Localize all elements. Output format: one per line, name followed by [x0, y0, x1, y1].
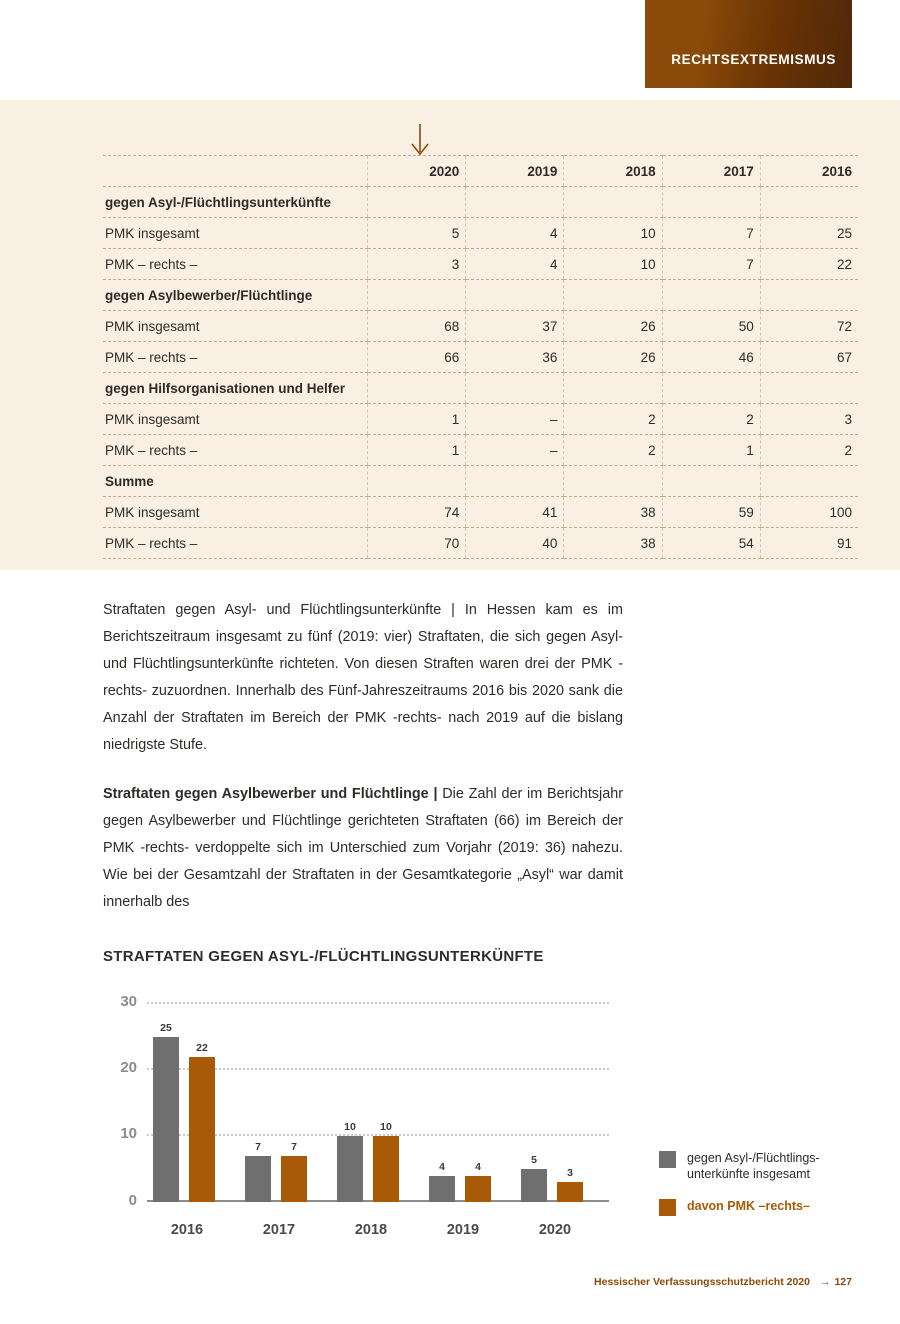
- chapter-title: RECHTSEXTREMISMUS: [671, 52, 836, 67]
- table-cell-value: 7: [662, 218, 760, 249]
- table-cell-value: [760, 187, 858, 218]
- table-cell-value: 2: [564, 435, 662, 466]
- table-body: [103, 156, 858, 559]
- table-cell-value: 74: [368, 497, 466, 528]
- table-cell-value: 3: [368, 249, 466, 280]
- x-tick-2020: 2020: [538, 1222, 572, 1238]
- table-cell-value: [662, 373, 760, 404]
- y-tick-10: 10: [120, 1125, 137, 1142]
- table-row: [103, 466, 858, 497]
- bar-insgesamt-2017: [245, 1141, 271, 1202]
- bar-insgesamt-2019: [429, 1161, 455, 1202]
- table-row: [103, 373, 858, 404]
- table-cell-value: 67: [760, 342, 858, 373]
- table-cell-value: 68: [368, 311, 466, 342]
- bar-group-2020: [515, 1002, 595, 1202]
- table-header-cell: 2018: [564, 156, 662, 187]
- table-cell-value: 46: [662, 342, 760, 373]
- table-cell-value: [466, 280, 564, 311]
- bar-value: 25: [160, 1022, 172, 1034]
- table-cell-value: [466, 373, 564, 404]
- x-tick-2016: 2016: [170, 1222, 204, 1238]
- table-panel: [0, 100, 900, 570]
- table-cell-value: 26: [564, 342, 662, 373]
- table-cell-value: [368, 187, 466, 218]
- table-cell-value: 5: [368, 218, 466, 249]
- table-cell-value: 70: [368, 528, 466, 559]
- table-header-row: [103, 156, 858, 187]
- table-cell-value: [564, 187, 662, 218]
- bar-group-2019: [423, 1002, 503, 1202]
- table-cell-value: [662, 280, 760, 311]
- table-cell-value: [564, 466, 662, 497]
- bar-groups: [147, 1004, 609, 1202]
- chapter-header-tab: [645, 0, 852, 88]
- table-row: [103, 280, 858, 311]
- table-header-cell: 2019: [466, 156, 564, 187]
- table-cell-value: 36: [466, 342, 564, 373]
- table-cell-value: 38: [564, 528, 662, 559]
- footer-text: Hessischer Verfassungsschutzbericht 2020: [594, 1276, 810, 1288]
- table-row: [103, 187, 858, 218]
- bar-rechts-2020: [557, 1167, 583, 1202]
- table-cell-label: PMK insgesamt: [103, 497, 368, 528]
- table-row: [103, 249, 858, 280]
- table-row: [103, 311, 858, 342]
- page-footer: [594, 1276, 852, 1288]
- paragraph-2: [103, 781, 623, 916]
- table-cell-value: [564, 280, 662, 311]
- table-cell-value: [368, 373, 466, 404]
- table-cell-label: gegen Asylbewerber/Flüchtlinge: [103, 280, 368, 311]
- table-cell-value: 1: [368, 404, 466, 435]
- legend-swatch-icon: [659, 1199, 676, 1216]
- table-cell-label: PMK – rechts –: [103, 435, 368, 466]
- table-cell-value: 37: [466, 311, 564, 342]
- table-row: [103, 497, 858, 528]
- table-cell-value: [368, 466, 466, 497]
- table-cell-label: PMK insgesamt: [103, 218, 368, 249]
- table-cell-value: 7: [662, 249, 760, 280]
- legend-label-line2: unterkünfte insgesamt: [687, 1167, 810, 1181]
- table-cell-value: 72: [760, 311, 858, 342]
- table-cell-value: 41: [466, 497, 564, 528]
- bar-value: 3: [567, 1167, 573, 1179]
- bar-group-2018: [331, 1002, 411, 1202]
- table-cell-value: 2: [760, 435, 858, 466]
- table-cell-value: 1: [662, 435, 760, 466]
- table-cell-value: 25: [760, 218, 858, 249]
- table-cell-value: 2: [564, 404, 662, 435]
- table-cell-value: 50: [662, 311, 760, 342]
- table-cell-label: gegen Hilfsorganisationen und Helfer: [103, 373, 368, 404]
- table-header-cell: 2017: [662, 156, 760, 187]
- table-cell-value: [760, 466, 858, 497]
- table-row: [103, 404, 858, 435]
- table-row: [103, 342, 858, 373]
- table-cell-label: PMK – rechts –: [103, 249, 368, 280]
- table-row: [103, 435, 858, 466]
- table-cell-label: Summe: [103, 466, 368, 497]
- table-cell-value: 3: [760, 404, 858, 435]
- table-row: [103, 218, 858, 249]
- y-tick-30: 30: [120, 993, 137, 1010]
- table-row: [103, 528, 858, 559]
- legend-label-line1: gegen Asyl-/Flüchtlings-: [687, 1151, 820, 1165]
- page-number: 127: [834, 1276, 852, 1288]
- table-header-cell: 2020: [368, 156, 466, 187]
- body-text: [103, 597, 623, 938]
- legend-label-line1: davon PMK –rechts–: [687, 1199, 810, 1213]
- table-cell-value: 10: [564, 249, 662, 280]
- y-tick-0: 0: [128, 1192, 137, 1209]
- table-cell-label: gegen Asyl-/Flüchtlingsunterkünfte: [103, 187, 368, 218]
- x-tick-2018: 2018: [354, 1222, 388, 1238]
- bar-value: 22: [196, 1042, 208, 1054]
- table-cell-label: PMK – rechts –: [103, 528, 368, 559]
- arrow-right-icon: →: [819, 1276, 831, 1288]
- paragraph-2-body: Die Zahl der im Berichtsjahr gegen Asylbewerber und Flüchtlinge gerichteten Straftaten (66) im Bereich der PMK -rechts- verdoppelte sich im Unterschied zum Vorjahr (2019: 36) nahezu. Wie bei der Gesamtzahl der Straftaten in der Gesamtkategorie „Asyl“ war damit innerhalb des: [103, 786, 624, 910]
- table-cell-value: [466, 187, 564, 218]
- table-cell-value: [760, 280, 858, 311]
- table-cell-value: [662, 466, 760, 497]
- table-cell-value: 59: [662, 497, 760, 528]
- bar-rechts-2018: [373, 1121, 399, 1202]
- table-cell-value: 100: [760, 497, 858, 528]
- table-cell-value: [662, 187, 760, 218]
- bar-value: 10: [344, 1121, 356, 1133]
- x-tick-2017: 2017: [262, 1222, 296, 1238]
- table-cell-value: [466, 466, 564, 497]
- legend-item-rechts: [659, 1198, 869, 1220]
- table-cell-label: PMK insgesamt: [103, 404, 368, 435]
- bar-rechts-2016: [189, 1042, 215, 1202]
- table-cell-value: 91: [760, 528, 858, 559]
- bar-group-2017: [239, 1002, 319, 1202]
- statistics-table: [103, 155, 858, 559]
- paragraph-1: Straftaten gegen Asyl- und Flüchtlingsunterkünfte | In Hessen kam es im Berichtszeitraum insgesamt zu fünf (2019: vier) Straftaten, die sich gegen Asyl- und Flüchtlingsunterkünfte richteten. Von diesen Straften waren drei der PMK -rechts- zuzuordnen. Innerhalb des Fünf-Jahreszeitraums 2016 bis 2020 sank die Anzahl der Straftaten im Bereich der PMK -rechts- nach 2019 auf die bislang niedrigste Stufe.: [103, 602, 623, 753]
- table-cell-value: 40: [466, 528, 564, 559]
- paragraph-2-lead: Straftaten gegen Asylbewerber und Flüchtlinge |: [103, 786, 438, 802]
- bar-rechts-2019: [465, 1161, 491, 1202]
- x-tick-2019: 2019: [446, 1222, 480, 1238]
- table-cell-value: 2: [662, 404, 760, 435]
- table-cell-value: 10: [564, 218, 662, 249]
- bar-value: 7: [255, 1141, 261, 1153]
- table-cell-value: [564, 373, 662, 404]
- y-tick-20: 20: [120, 1059, 137, 1076]
- bar-value: 5: [531, 1154, 537, 1166]
- bar-insgesamt-2018: [337, 1121, 363, 1202]
- bar-group-2016: [147, 1002, 227, 1202]
- table-cell-value: 66: [368, 342, 466, 373]
- table-cell-value: 1: [368, 435, 466, 466]
- table-cell-value: –: [466, 435, 564, 466]
- table-cell-value: [368, 280, 466, 311]
- chart-legend: [659, 1150, 869, 1236]
- table-cell-label: PMK insgesamt: [103, 311, 368, 342]
- table-cell-value: 4: [466, 218, 564, 249]
- table-header-cell: 2016: [760, 156, 858, 187]
- table-cell-label: PMK – rechts –: [103, 342, 368, 373]
- table-cell-value: 38: [564, 497, 662, 528]
- bar-insgesamt-2016: [153, 1022, 179, 1202]
- table-cell-value: 4: [466, 249, 564, 280]
- table-cell-value: 54: [662, 528, 760, 559]
- bar-chart: [103, 990, 820, 1250]
- table-header-cell: [103, 156, 368, 187]
- legend-swatch-icon: [659, 1151, 676, 1168]
- table-cell-value: –: [466, 404, 564, 435]
- legend-item-insgesamt: [659, 1150, 869, 1182]
- bar-value: 10: [380, 1121, 392, 1133]
- bar-value: 4: [439, 1161, 445, 1173]
- bar-value: 4: [475, 1161, 481, 1173]
- bar-value: 7: [291, 1141, 297, 1153]
- table-cell-value: 26: [564, 311, 662, 342]
- chart-title: STRAFTATEN GEGEN ASYL-/FLÜCHTLINGSUNTERKÜNFTE: [103, 948, 544, 965]
- table-cell-value: [760, 373, 858, 404]
- arrow-down-icon: [400, 122, 440, 158]
- bar-rechts-2017: [281, 1141, 307, 1202]
- table-cell-value: 22: [760, 249, 858, 280]
- bar-insgesamt-2020: [521, 1154, 547, 1202]
